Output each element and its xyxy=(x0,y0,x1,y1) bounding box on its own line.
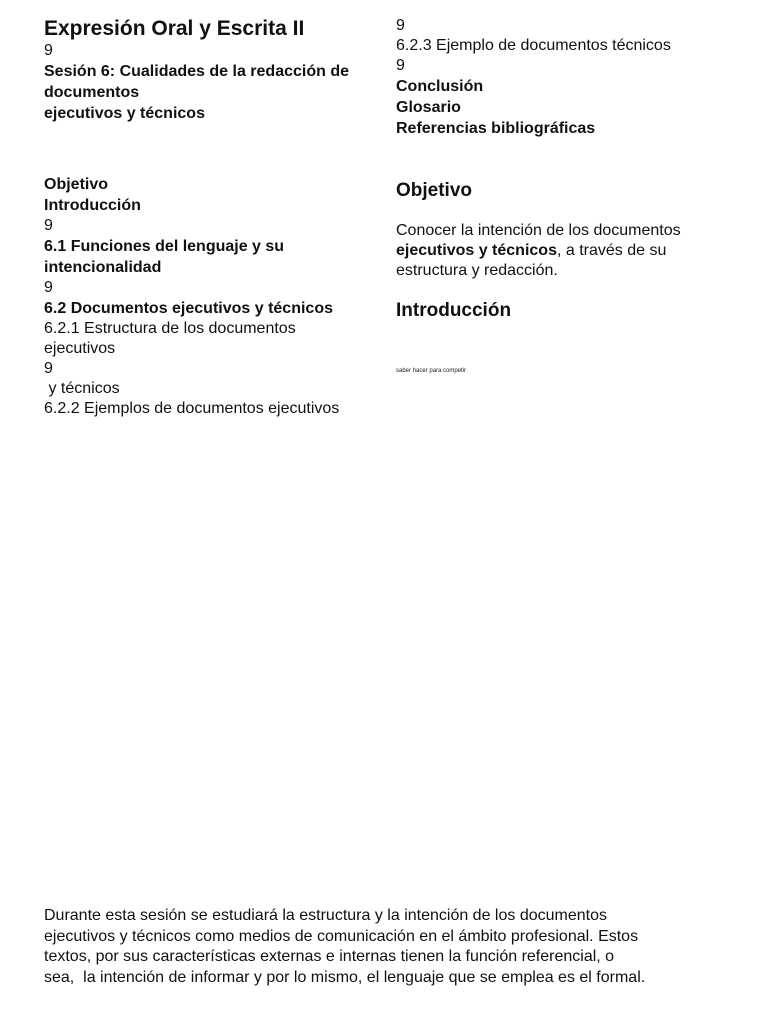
objetivo-heading: Objetivo xyxy=(396,180,473,201)
page-number: 9 xyxy=(44,217,53,234)
toc-introduccion[interactable]: Introducción xyxy=(44,197,141,214)
objetivo-text-part-2: , a través de su xyxy=(556,242,667,259)
toc-section-6-2-1-line-3[interactable]: y técnicos xyxy=(44,380,120,397)
toc-section-6-2-1-line-1[interactable]: 6.2.1 Estructura de los documentos xyxy=(44,320,296,337)
session-title-line-2: documentos xyxy=(44,84,140,101)
objetivo-text-bold: ejecutivos y técnicos xyxy=(396,242,557,259)
left-column xyxy=(44,16,389,419)
intro-paragraph-line-2: ejecutivos y técnicos como medios de comunicación en el ámbito profesional. Estos xyxy=(44,927,639,945)
toc-section-6-2-3[interactable]: 6.2.3 Ejemplo de documentos técnicos xyxy=(396,37,671,54)
introduccion-heading: Introducción xyxy=(396,300,512,321)
toc-section-6-2[interactable]: 6.2 Documentos ejecutivos y técnicos xyxy=(44,300,333,317)
toc-section-6-1-line-2[interactable]: intencionalidad xyxy=(44,259,162,276)
page-number: 9 xyxy=(396,57,405,74)
intro-paragraph xyxy=(44,906,734,988)
tiny-caption: saber hacer para competir xyxy=(396,368,467,374)
objetivo-text-part-1: Conocer la intención de los documentos xyxy=(396,222,681,239)
intro-paragraph-line-4: sea, la intención de informar y por lo mismo, el lenguaje que se emplea es el formal. xyxy=(44,968,646,986)
right-column xyxy=(396,16,736,375)
toc-conclusion[interactable]: Conclusión xyxy=(396,78,484,95)
toc-section-6-1-line-1[interactable]: 6.1 Funciones del lenguaje y su xyxy=(44,238,285,255)
page-number: 9 xyxy=(44,279,53,296)
toc-glosario[interactable]: Glosario xyxy=(396,99,461,116)
toc-objetivo[interactable]: Objetivo xyxy=(44,176,109,193)
intro-paragraph-line-3: textos, por sus características externas e internas tienen la función referencial, o xyxy=(44,948,615,965)
intro-paragraph-line-1: Durante esta sesión se estudiará la estructura y la intención de los documentos xyxy=(44,907,607,924)
document-title: Expresión Oral y Escrita II xyxy=(44,17,305,40)
objetivo-text xyxy=(396,221,736,281)
page-number: 9 xyxy=(396,17,405,34)
session-title-line-1: Sesión 6: Cualidades de la redacción de xyxy=(44,63,349,80)
objetivo-text-part-3: estructura y redacción. xyxy=(396,262,558,279)
page-number: 9 xyxy=(44,42,53,59)
toc-referencias[interactable]: Referencias bibliográficas xyxy=(396,120,596,137)
session-title-line-3: ejecutivos y técnicos xyxy=(44,105,205,122)
toc-section-6-2-2[interactable]: 6.2.2 Ejemplos de documentos ejecutivos xyxy=(44,400,340,417)
toc-section-6-2-1-line-2[interactable]: ejecutivos xyxy=(44,340,116,357)
page-number: 9 xyxy=(44,360,53,377)
